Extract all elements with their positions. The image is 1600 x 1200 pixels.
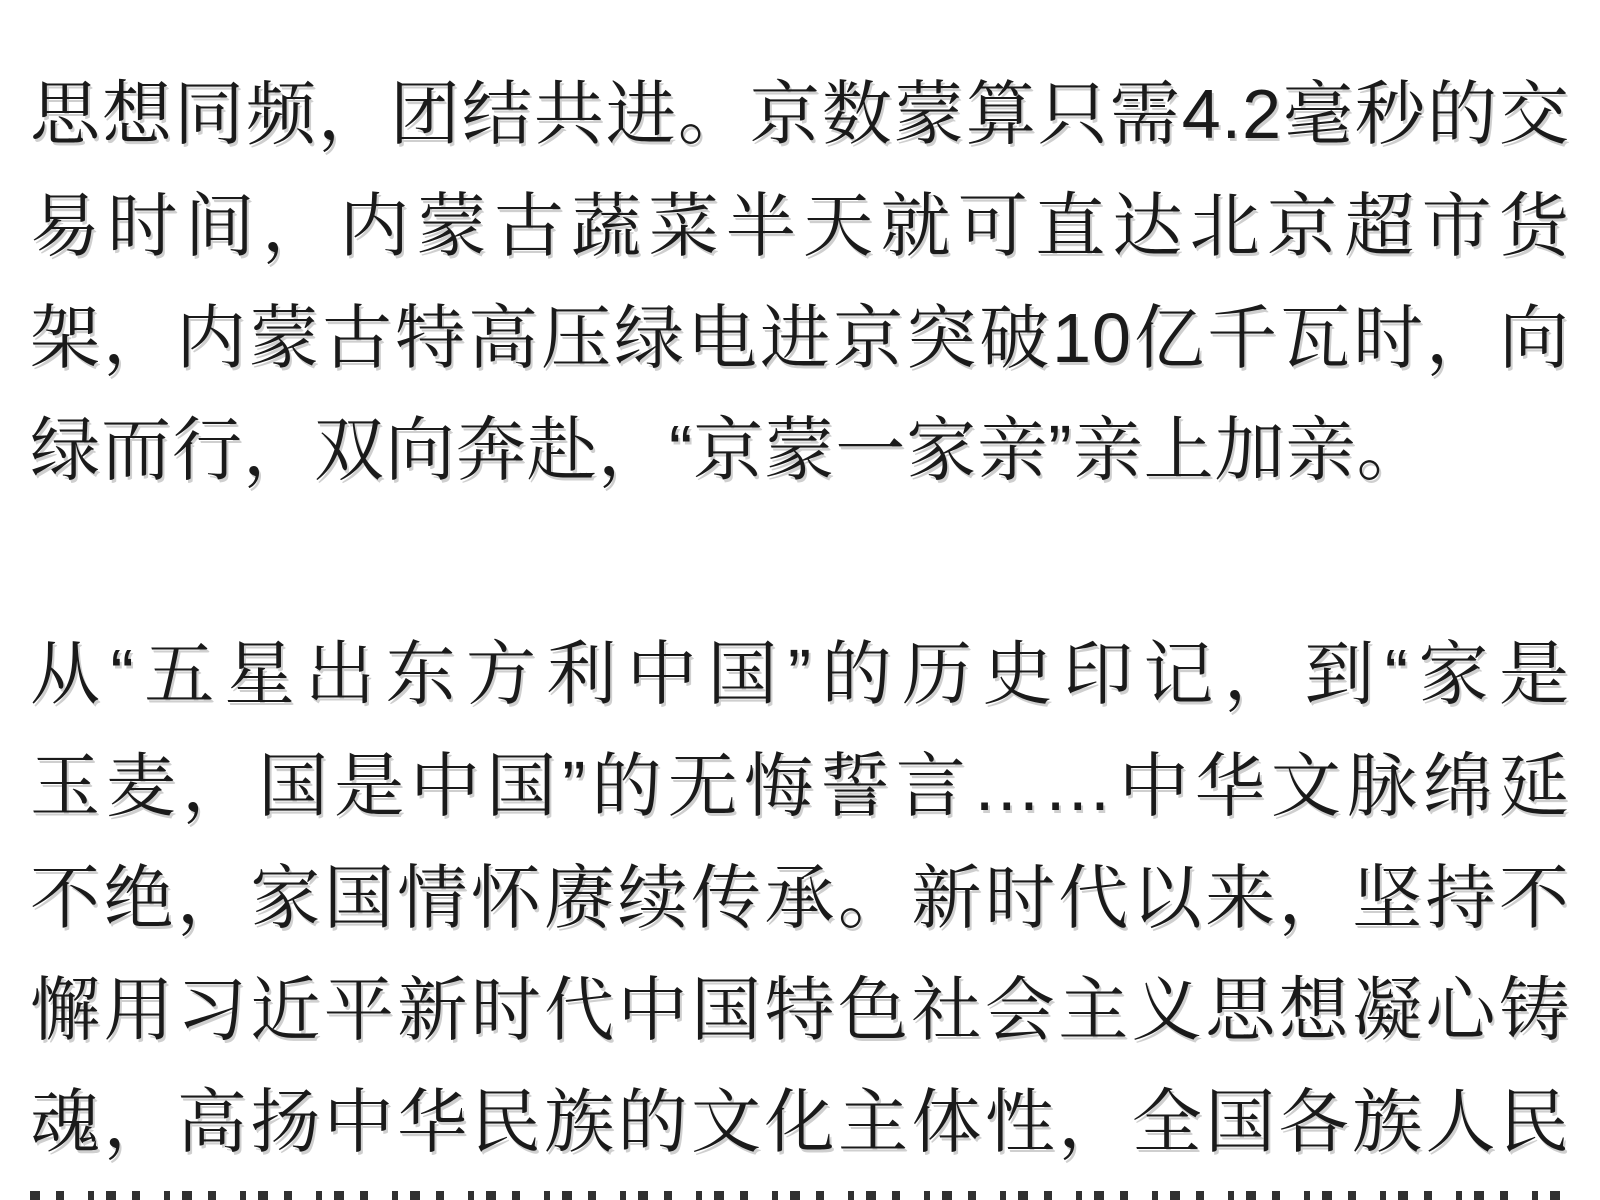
text-line: 易时间，内蒙古蔬菜半天就可直达北京超市货 <box>30 187 1570 265</box>
text-line: 不绝，家国情怀赓续传承。新时代以来，坚持不 <box>30 859 1570 937</box>
text-line: 懈用习近平新时代中国特色社会主义思想凝心铸 <box>30 971 1570 1049</box>
text-line: 架，内蒙古特高压绿电进京突破10亿千瓦时，向 <box>30 299 1570 377</box>
text-line: 从“五星出东方利中国”的历史印记，到“家是 <box>30 635 1570 713</box>
text-line: 绿而行，双向奔赴，“京蒙一家亲”亲上加亲。 <box>30 411 1428 489</box>
clipped-next-line <box>30 1191 1570 1200</box>
text-line: 思想同频，团结共进。京数蒙算只需4.2毫秒的交 <box>30 75 1570 153</box>
paragraph-1 <box>30 58 1570 506</box>
paragraph-2 <box>30 618 1570 1178</box>
text-line: 魂，高扬中华民族的文化主体性，全国各族人民 <box>30 1083 1570 1161</box>
text-line: 玉麦，国是中国”的无悔誓言……中华文脉绵延 <box>30 747 1570 825</box>
